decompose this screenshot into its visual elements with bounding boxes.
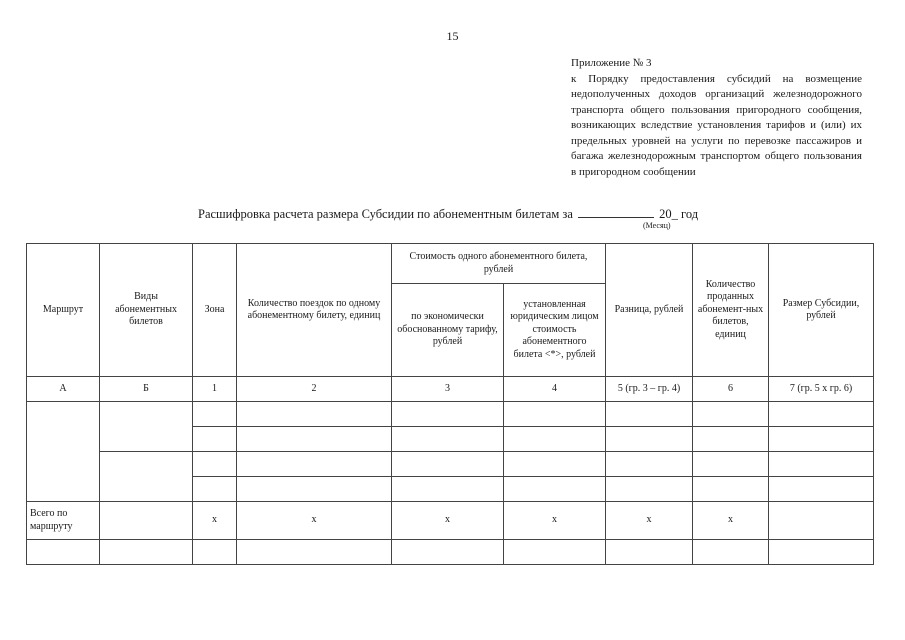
heading-text: Расшифровка расчета размера Субсидии по абонементным билетам за [198,207,573,221]
month-blank-field[interactable] [578,205,654,218]
header-difference: Разница, рублей [606,244,693,377]
total-cell: x [693,502,769,540]
column-number: 4 [504,377,606,402]
annex-body: к Порядку предоставления субсидий на возмещение недополученных доходов организаций железнодорожного транспорта общего пользования пригородного сообщения, возникающих вследствие установления тарифов и (или) их предельных уровней на услуги по перевозке пассажиров и багажа железнодорожным транспортом общего пользования в пригородном сообщении [571,72,862,178]
heading-year: 20_ год [659,207,699,221]
total-cell[interactable] [100,502,193,540]
table-cell[interactable] [504,452,606,477]
table-cell[interactable] [606,477,693,502]
table-cell[interactable] [237,452,392,477]
ticket-type-cell[interactable] [100,402,193,452]
column-number: Б [100,377,193,402]
header-trips-count: Количество поездок по одному абонементному билету, единиц [237,244,392,377]
total-cell: x [392,502,504,540]
table-cell[interactable] [392,402,504,427]
header-ticket-types: Виды абонементных билетов [100,244,193,377]
table-cell[interactable] [606,540,693,565]
table-cell[interactable] [392,477,504,502]
table-cell[interactable] [693,540,769,565]
table-cell[interactable] [693,452,769,477]
table-row [27,540,874,565]
table-cell[interactable] [237,477,392,502]
annex-title: Приложение № 3 [571,57,652,69]
annex-block [571,56,862,180]
table-cell[interactable] [237,427,392,452]
table-cell[interactable] [769,477,874,502]
table-cell[interactable] [693,402,769,427]
table-cell[interactable] [606,402,693,427]
table-cell[interactable] [769,427,874,452]
header-zone: Зона [193,244,237,377]
document-heading [198,205,698,222]
table-row [27,402,874,427]
table-cell[interactable] [237,540,392,565]
table-cell[interactable] [193,540,237,565]
total-row [27,502,874,540]
table-cell[interactable] [392,452,504,477]
table-cell[interactable] [504,540,606,565]
column-number: 2 [237,377,392,402]
total-cell[interactable] [769,502,874,540]
table-cell[interactable] [769,540,874,565]
table-cell[interactable] [193,452,237,477]
header-route: Маршрут [27,244,100,377]
month-note: (Месяц) [643,221,671,230]
total-cell: x [504,502,606,540]
column-number: 1 [193,377,237,402]
total-row-label: Всего по маршруту [27,502,100,540]
column-numbers-row [27,377,874,402]
table-cell[interactable] [193,477,237,502]
table-cell[interactable] [606,427,693,452]
table-cell[interactable] [693,477,769,502]
column-number: 5 (гр. 3 – гр. 4) [606,377,693,402]
ticket-type-cell[interactable] [100,452,193,502]
table-cell[interactable] [504,427,606,452]
header-cost-group: Стоимость одного абонементного билета, рублей [392,244,606,284]
total-cell: x [193,502,237,540]
table-cell[interactable] [504,402,606,427]
page-number: 15 [446,29,459,43]
table-cell[interactable] [27,540,100,565]
table-cell[interactable] [193,402,237,427]
column-number: 3 [392,377,504,402]
header-cost-economic: по экономически обоснованному тарифу, рублей [392,284,504,377]
table-cell[interactable] [606,452,693,477]
route-cell[interactable] [27,402,100,502]
column-number: 7 (гр. 5 х гр. 6) [769,377,874,402]
table-row [27,452,874,477]
table-cell[interactable] [392,540,504,565]
total-cell: x [606,502,693,540]
table-cell[interactable] [769,402,874,427]
table-cell[interactable] [769,452,874,477]
header-sold-count: Количество проданных абонемент-ных билетов, единиц [693,244,769,377]
table-cell[interactable] [392,427,504,452]
table-cell[interactable] [693,427,769,452]
subsidy-table [26,243,874,565]
column-number: А [27,377,100,402]
column-number: 6 [693,377,769,402]
header-subsidy: Размер Субсидии, рублей [769,244,874,377]
table-cell[interactable] [237,402,392,427]
header-cost-established: установленная юридическим лицом стоимость абонементного билета <*>, рублей [504,284,606,377]
total-cell: x [237,502,392,540]
table-cell[interactable] [100,540,193,565]
table-cell[interactable] [193,427,237,452]
table-cell[interactable] [504,477,606,502]
